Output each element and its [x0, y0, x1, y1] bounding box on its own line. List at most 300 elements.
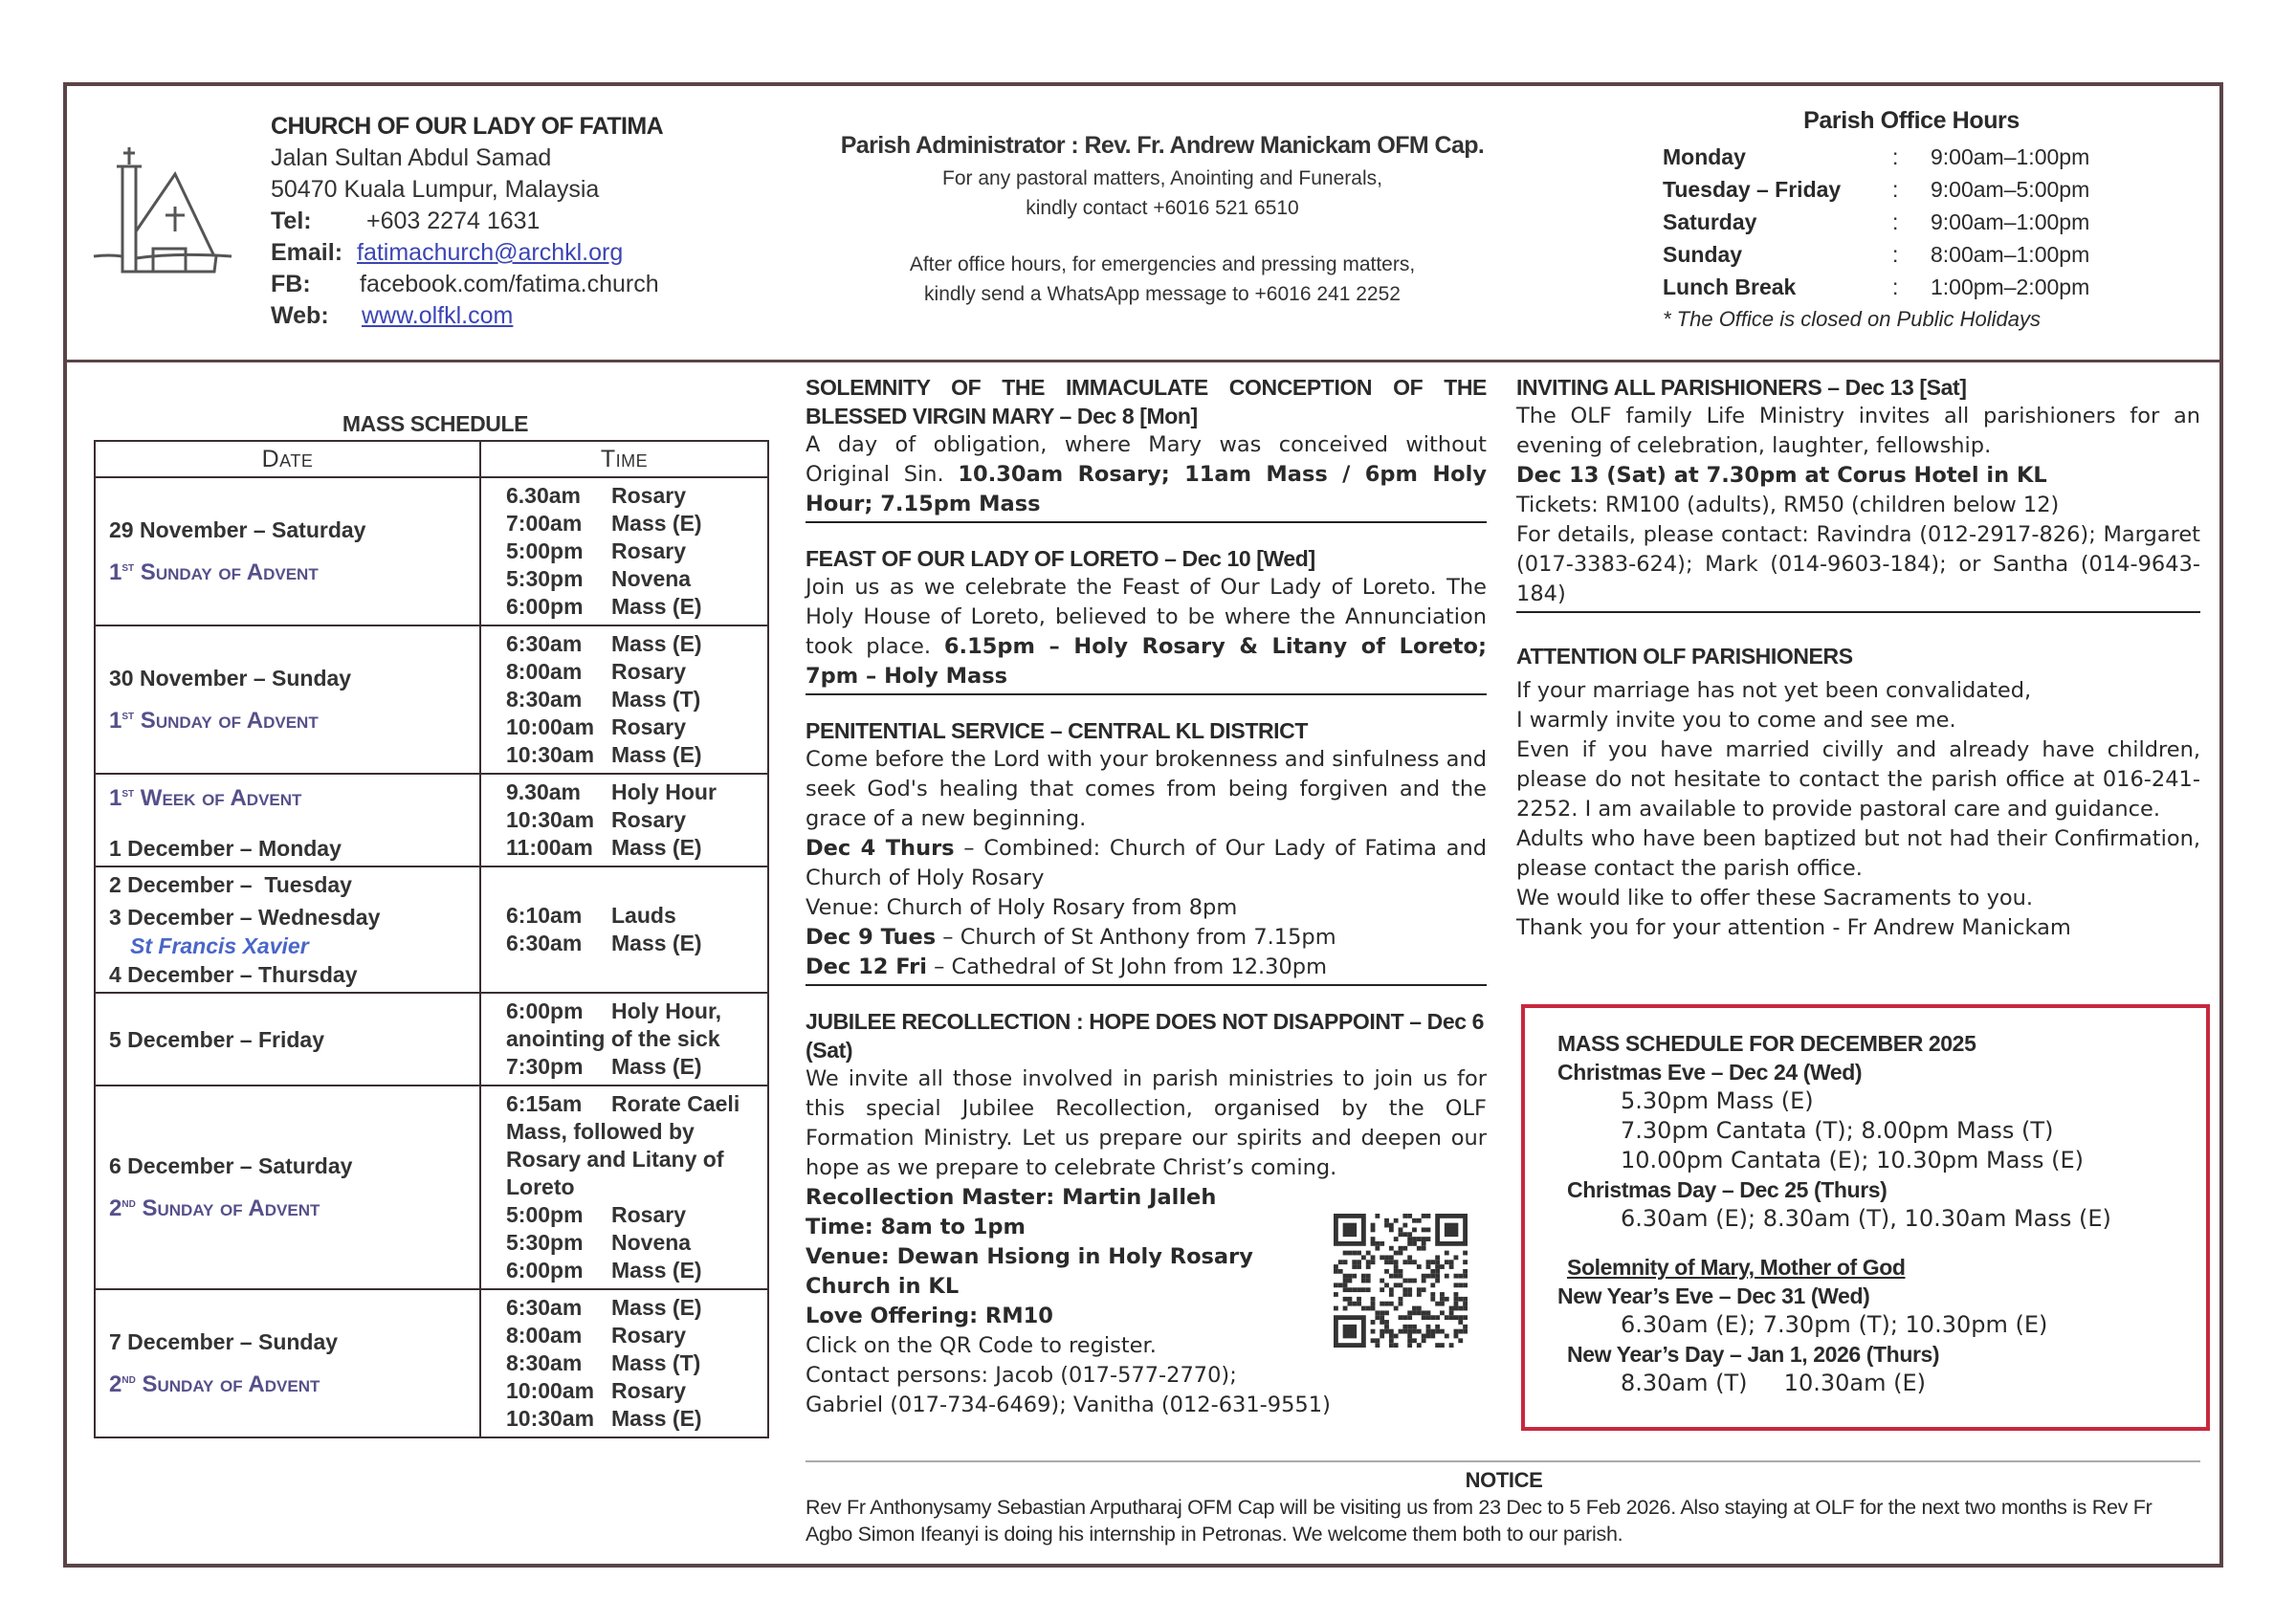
- qr-module: [1426, 1237, 1431, 1241]
- qr-module: [1407, 1237, 1412, 1241]
- service-time: 8:30am: [506, 687, 583, 712]
- office-hours-value: 9:00am–1:00pm: [1931, 209, 2090, 234]
- qr-module: [1357, 1260, 1361, 1264]
- qr-finder: [1343, 1325, 1357, 1338]
- qr-module: [1430, 1269, 1435, 1274]
- schedule-time-cell: [480, 866, 768, 993]
- attention-line: We would like to offer these Sacraments to you.: [1516, 886, 2034, 910]
- qr-module: [1463, 1306, 1468, 1311]
- section-heading: SOLEMNITY OF THE IMMACULATE CONCEPTION OF THE BLESSED VIRGIN MARY – Dec 8 [Mon]: [806, 375, 1487, 428]
- office-hours-block: [1663, 107, 2160, 336]
- office-day: Sunday: [1663, 242, 1743, 267]
- email-link[interactable]: fatimachurch@archkl.org: [357, 239, 624, 266]
- service-name: Rosary and Litany of: [506, 1147, 724, 1172]
- office-hours-value: 8:00am–1:00pm: [1931, 242, 2090, 267]
- service-name: Mass, followed by: [506, 1119, 695, 1144]
- schedule-date: 6 December – Saturday: [109, 1153, 353, 1178]
- qr-module: [1384, 1218, 1389, 1223]
- qr-module: [1458, 1320, 1463, 1325]
- qr-module: [1384, 1302, 1389, 1306]
- feast-text: Week of Advent: [134, 785, 302, 811]
- attention-paragraph: Even if you have married civilly and already have children, please do not hesitate to contact the parish office at 016-241-2252. I am available to provide pastoral care and guidance.: [1516, 737, 2200, 822]
- qr-module: [1347, 1287, 1352, 1292]
- qr-module: [1371, 1255, 1376, 1260]
- service-time: 6:10am: [506, 903, 583, 928]
- qr-module: [1389, 1287, 1394, 1292]
- qr-module: [1384, 1310, 1389, 1315]
- service-name: Mass (E): [611, 742, 702, 767]
- service-time: 8:30am: [506, 1350, 583, 1375]
- schedule-row: [95, 866, 768, 993]
- qr-module: [1371, 1338, 1376, 1343]
- qr-module: [1402, 1315, 1407, 1320]
- qr-module: [1412, 1306, 1417, 1311]
- qr-module: [1399, 1302, 1403, 1306]
- qr-module: [1454, 1329, 1459, 1334]
- qr-module: [1380, 1329, 1384, 1334]
- qr-module: [1426, 1274, 1431, 1279]
- qr-module: [1463, 1260, 1468, 1264]
- qr-module: [1407, 1315, 1412, 1320]
- schedule-time-entry: [506, 1090, 766, 1118]
- qr-module: [1371, 1227, 1376, 1232]
- body-bold-text: 10.30am Rosary; 11am Mass / 6pm Holy Hour; 7.15pm Mass: [806, 462, 1488, 516]
- qr-module: [1417, 1310, 1422, 1315]
- attention-section: [1516, 642, 2200, 943]
- qr-module: [1430, 1274, 1435, 1279]
- service-time: 6:30am: [506, 931, 583, 955]
- notice-heading: NOTICE: [1465, 1468, 1543, 1492]
- schedule-time-entry: [506, 1201, 766, 1229]
- service-time: 11:00am: [506, 835, 593, 860]
- tel-label: Tel:: [271, 208, 312, 234]
- schedule-date-cell: [95, 774, 480, 866]
- service-time: 6:30am: [506, 1295, 583, 1320]
- schedule-time-entry: [506, 482, 766, 510]
- service-name: Rosary: [611, 1323, 686, 1348]
- qr-module: [1399, 1251, 1403, 1256]
- schedule-time-entry: [506, 510, 766, 537]
- penitential-item: [806, 953, 1487, 982]
- qr-module: [1412, 1329, 1417, 1334]
- qr-module: [1430, 1315, 1435, 1320]
- qr-module: [1338, 1269, 1343, 1274]
- qr-module: [1454, 1255, 1459, 1260]
- administrator-line-1: For any pastoral matters, Anointing and Funerals,: [942, 167, 1382, 189]
- qr-module: [1394, 1283, 1399, 1287]
- liturgical-feast: [109, 550, 478, 589]
- qr-module: [1422, 1334, 1426, 1339]
- schedule-time-entry: [506, 630, 766, 658]
- feast-ordinal-suffix: nd: [121, 1195, 136, 1210]
- tel-value: +603 2274 1631: [366, 208, 541, 234]
- qr-module: [1402, 1292, 1407, 1297]
- contacts-text: For details, please contact: Ravindra (012-2917-826); Margaret (017-3383-624); Mark (014-9603-184); or Santha (014-9643-184): [1516, 522, 2200, 606]
- qr-module: [1454, 1292, 1459, 1297]
- qr-module: [1422, 1246, 1426, 1251]
- service-time: 6.30am: [506, 483, 582, 508]
- schedule-time-cell: [480, 1086, 768, 1289]
- schedule-date-cell: [95, 477, 480, 625]
- column-header-time: Time: [480, 441, 768, 477]
- qr-module: [1384, 1320, 1389, 1325]
- qr-module: [1426, 1325, 1431, 1329]
- service-name: Rosary: [611, 714, 686, 739]
- middle-column: [806, 373, 1487, 1441]
- qr-module: [1380, 1310, 1384, 1315]
- feast-ordinal: 2: [109, 1371, 122, 1397]
- schedule-time-entry: [506, 741, 766, 769]
- qr-module: [1361, 1306, 1366, 1311]
- feast-ordinal-suffix: nd: [121, 1371, 136, 1386]
- body-bold-text: 6.15pm – Holy Rosary & Litany of Loreto; 7pm – Holy Mass: [806, 634, 1488, 689]
- schedule-row: [95, 993, 768, 1086]
- qr-module: [1422, 1274, 1426, 1279]
- qr-module: [1402, 1223, 1407, 1228]
- qr-module: [1343, 1283, 1348, 1287]
- office-day: Tuesday – Friday: [1663, 177, 1842, 202]
- christmas-eve-heading: Christmas Eve – Dec 24 (Wed): [1557, 1060, 1863, 1085]
- qr-module: [1394, 1334, 1399, 1339]
- qr-module: [1352, 1302, 1357, 1306]
- qr-module: [1454, 1306, 1459, 1311]
- qr-module: [1366, 1279, 1371, 1283]
- service-time: 5:00pm: [506, 538, 584, 563]
- schedule-time-entry: [506, 658, 766, 686]
- loreto-section: [806, 544, 1487, 695]
- service-name: Novena: [611, 566, 692, 591]
- christmas-day-times: 6.30am (E); 8.30am (T), 10.30am Mass (E): [1621, 1205, 2111, 1232]
- qr-module: [1445, 1297, 1449, 1302]
- office-sep: :: [1892, 242, 1899, 267]
- item-bold: Dec 9 Tues: [806, 925, 937, 950]
- schedule-row: [95, 1289, 768, 1437]
- qr-module: [1399, 1227, 1403, 1232]
- schedule-time-entry: [506, 1294, 766, 1322]
- office-day: Monday: [1663, 144, 1746, 169]
- schedule-time-entry: [506, 834, 766, 862]
- schedule-date: 5 December – Friday: [109, 1026, 325, 1052]
- schedule-date-cell: [95, 1289, 480, 1437]
- qr-module: [1407, 1260, 1412, 1264]
- qr-module: [1402, 1214, 1407, 1218]
- qr-module: [1399, 1274, 1403, 1279]
- qr-module: [1426, 1227, 1431, 1232]
- web-link[interactable]: www.olfkl.com: [362, 302, 514, 329]
- service-name: Mass (E): [611, 511, 702, 536]
- qr-module: [1449, 1260, 1454, 1264]
- service-name: Holy Hour: [611, 779, 717, 804]
- qr-module: [1458, 1338, 1463, 1343]
- qr-module: [1371, 1260, 1376, 1264]
- schedule-date-cell: [95, 993, 480, 1086]
- liturgical-feast: [109, 698, 478, 737]
- qr-module: [1435, 1279, 1440, 1283]
- qr-module: [1407, 1334, 1412, 1339]
- christmas-eve-time: 10.00pm Cantata (E); 10.30pm Mass (E): [1621, 1147, 2084, 1173]
- body-text: The OLF family Life Ministry invites all parishioners for an evening of celebration, laughter, fellowship.: [1516, 404, 2200, 458]
- schedule-time-entry: [506, 1053, 766, 1081]
- qr-module: [1435, 1260, 1440, 1264]
- service-time: 8:00am: [506, 1323, 583, 1348]
- qr-module: [1412, 1241, 1417, 1246]
- schedule-date-cell: [95, 1086, 480, 1289]
- office-hours-row: [1663, 173, 2160, 206]
- qr-module: [1394, 1237, 1399, 1241]
- qr-module: [1440, 1264, 1445, 1269]
- office-hours-value: 9:00am–1:00pm: [1931, 144, 2090, 169]
- qr-code-icon[interactable]: [1334, 1214, 1468, 1348]
- qr-module: [1343, 1287, 1348, 1292]
- feast-ordinal-suffix: st: [121, 707, 135, 722]
- jubilee-section: [806, 1007, 1487, 1420]
- section-body: [806, 573, 1487, 695]
- qr-module: [1449, 1310, 1454, 1315]
- qr-module: [1394, 1218, 1399, 1223]
- qr-module: [1454, 1334, 1459, 1339]
- qr-module: [1389, 1338, 1394, 1343]
- feast-text: Sunday of Advent: [135, 1371, 320, 1397]
- qr-module: [1347, 1279, 1352, 1283]
- qr-module: [1445, 1274, 1449, 1279]
- schedule-time-entry: [506, 1118, 766, 1146]
- qr-module: [1430, 1297, 1435, 1302]
- qr-module: [1422, 1310, 1426, 1315]
- qr-module: [1426, 1334, 1431, 1339]
- qr-module: [1380, 1241, 1384, 1246]
- qr-module: [1440, 1310, 1445, 1315]
- qr-module: [1458, 1283, 1463, 1287]
- offering-text: Love Offering: RM10: [806, 1304, 1053, 1328]
- qr-module: [1366, 1274, 1371, 1279]
- qr-module: [1380, 1255, 1384, 1260]
- schedule-row: [95, 774, 768, 866]
- office-hours-row: [1663, 271, 2160, 303]
- header-divider: [63, 360, 2223, 362]
- qr-module: [1458, 1274, 1463, 1279]
- qr-module: [1463, 1329, 1468, 1334]
- qr-module: [1435, 1264, 1440, 1269]
- service-time: 7:30pm: [506, 1054, 584, 1079]
- qr-module: [1412, 1237, 1417, 1241]
- qr-module: [1454, 1297, 1459, 1302]
- qr-finder: [1343, 1223, 1357, 1237]
- schedule-time-cell: [480, 625, 768, 774]
- qr-module: [1371, 1237, 1376, 1241]
- service-name: Rosary: [611, 538, 686, 563]
- feast-text: Sunday of Advent: [134, 708, 319, 734]
- service-name: Loreto: [506, 1174, 575, 1199]
- qr-module: [1407, 1338, 1412, 1343]
- qr-module: [1426, 1329, 1431, 1334]
- qr-module: [1463, 1302, 1468, 1306]
- notice-body: Rev Fr Anthonysamy Sebastian Arputharaj OFM Cap will be visiting us from 23 Dec to 5 Feb 2026. Also staying at OLF for the next two months is Rev Fr Agbo Simon Ifeanyi is doing his internship in Petronas. We welcome them both to our parish.: [806, 1496, 2152, 1546]
- qr-module: [1399, 1269, 1403, 1274]
- schedule-date-cell: [95, 625, 480, 774]
- qr-module: [1361, 1287, 1366, 1292]
- section-heading: JUBILEE RECOLLECTION : HOPE DOES NOT DISAPPOINT – Dec 6 (Sat): [806, 1009, 1485, 1063]
- section-body: [1516, 402, 2200, 613]
- feast-ordinal: 1: [109, 785, 122, 811]
- qr-module: [1384, 1325, 1389, 1329]
- qr-module: [1375, 1315, 1380, 1320]
- service-time: 10:00am: [506, 1378, 595, 1403]
- schedule-time-cell: [480, 477, 768, 625]
- qr-module: [1407, 1329, 1412, 1334]
- qr-module: [1458, 1297, 1463, 1302]
- administrator-line-4: kindly send a WhatsApp message to +6016 241 2252: [924, 283, 1401, 305]
- section-body: [1516, 676, 2200, 943]
- qr-module: [1343, 1274, 1348, 1279]
- qr-module: [1407, 1279, 1412, 1283]
- qr-module: [1440, 1343, 1445, 1348]
- service-name: Rorate Caeli: [611, 1091, 740, 1116]
- qr-module: [1394, 1343, 1399, 1348]
- contact-persons-1: Contact persons: Jacob (017-577-2770);: [806, 1363, 1237, 1388]
- time-text: Time: 8am to 1pm: [806, 1215, 1026, 1239]
- service-time: 5:30pm: [506, 1230, 584, 1255]
- qr-module: [1389, 1292, 1394, 1297]
- qr-module: [1445, 1315, 1449, 1320]
- section-heading: FEAST OF OUR LADY OF LORETO – Dec 10 [Wed]: [806, 546, 1315, 571]
- penitential-item: [806, 893, 1487, 923]
- immaculate-conception-section: [806, 373, 1487, 523]
- qr-module: [1445, 1251, 1449, 1256]
- qr-module: [1407, 1255, 1412, 1260]
- qr-module: [1422, 1315, 1426, 1320]
- fb-label: FB:: [271, 271, 311, 297]
- qr-module: [1412, 1279, 1417, 1283]
- qr-module: [1338, 1260, 1343, 1264]
- qr-module: [1380, 1279, 1384, 1283]
- service-name: Rosary: [611, 807, 686, 832]
- qr-module: [1361, 1274, 1366, 1279]
- schedule-time-entry: [506, 713, 766, 741]
- office-hours-note: * The Office is closed on Public Holidays: [1663, 307, 2041, 331]
- qr-module: [1407, 1214, 1412, 1218]
- penitential-item: [806, 923, 1487, 953]
- new-years-eve-heading: New Year’s Eve – Dec 31 (Wed): [1557, 1283, 1870, 1308]
- qr-module: [1417, 1343, 1422, 1348]
- qr-module: [1347, 1274, 1352, 1279]
- qr-module: [1384, 1329, 1389, 1334]
- penitential-item: [806, 834, 1487, 893]
- service-time: 6:15am: [506, 1091, 583, 1116]
- qr-module: [1375, 1246, 1380, 1251]
- service-time: 6:00pm: [506, 998, 584, 1023]
- schedule-time-entry: [506, 686, 766, 713]
- qr-module: [1440, 1292, 1445, 1297]
- feast-ordinal: 1: [109, 559, 122, 585]
- contact-persons-2: Gabriel (017-734-6469); Vanitha (012-631-9551): [806, 1393, 1331, 1417]
- service-time: 5:30pm: [506, 566, 584, 591]
- service-name: Novena: [611, 1230, 692, 1255]
- qr-module: [1449, 1343, 1454, 1348]
- feast-text: Sunday of Advent: [135, 1195, 320, 1221]
- schedule-row: [95, 625, 768, 774]
- qr-module: [1380, 1287, 1384, 1292]
- recollection-venue: [806, 1242, 1303, 1302]
- solemnity-heading: Solemnity of Mary, Mother of God: [1567, 1255, 1906, 1280]
- attention-line: I warmly invite you to come and see me.: [1516, 708, 1956, 733]
- administrator-block: [794, 132, 1531, 309]
- qr-module: [1366, 1306, 1371, 1311]
- service-name: Mass (E): [611, 931, 702, 955]
- inviting-section: [1516, 373, 2200, 613]
- schedule-time-entry: [506, 902, 766, 930]
- qr-module: [1449, 1264, 1454, 1269]
- schedule-time-entry: [506, 806, 766, 834]
- qr-module: [1402, 1246, 1407, 1251]
- qr-module: [1435, 1274, 1440, 1279]
- qr-module: [1366, 1251, 1371, 1256]
- qr-module: [1375, 1338, 1380, 1343]
- qr-module: [1347, 1302, 1352, 1306]
- qr-module: [1463, 1274, 1468, 1279]
- qr-module: [1389, 1260, 1394, 1264]
- qr-module: [1343, 1297, 1348, 1302]
- office-sep: :: [1892, 274, 1899, 299]
- service-time: 9.30am: [506, 779, 582, 804]
- qr-module: [1371, 1306, 1376, 1311]
- qr-module: [1399, 1329, 1403, 1334]
- body-text: Come before the Lord with your brokenness and sinfulness and seek God's healing that comes from being forgiven and the grace of a new beginning.: [806, 747, 1487, 831]
- web-label: Web:: [271, 302, 329, 329]
- church-contact-block: [271, 111, 663, 332]
- schedule-time-entry: [506, 779, 766, 806]
- item-bold: Dec 4 Thurs: [806, 836, 955, 861]
- qr-module: [1430, 1260, 1435, 1264]
- qr-module: [1343, 1251, 1348, 1256]
- qr-module: [1371, 1320, 1376, 1325]
- administrator-line-2: kindly contact +6016 521 6510: [1026, 197, 1299, 219]
- feast-ordinal: 2: [109, 1195, 122, 1221]
- qr-module: [1347, 1251, 1352, 1256]
- schedule-time-entry: [506, 537, 766, 565]
- schedule-time-entry: [506, 1349, 766, 1377]
- schedule-time-entry: [506, 1322, 766, 1349]
- december-mass-schedule-box: [1521, 1004, 2210, 1431]
- office-day: Saturday: [1663, 209, 1757, 234]
- qr-module: [1343, 1306, 1348, 1311]
- service-time: 6:00pm: [506, 594, 584, 619]
- service-time: 6:30am: [506, 631, 583, 656]
- qr-module: [1389, 1334, 1394, 1339]
- schedule-time-entry: [506, 1025, 766, 1053]
- qr-module: [1458, 1315, 1463, 1320]
- qr-module: [1389, 1227, 1394, 1232]
- service-time: 8:00am: [506, 659, 583, 684]
- service-time: 5:00pm: [506, 1202, 584, 1227]
- schedule-time-entry: [506, 565, 766, 593]
- qr-module: [1375, 1241, 1380, 1246]
- qr-module: [1402, 1232, 1407, 1237]
- qr-module: [1430, 1334, 1435, 1339]
- qr-module: [1334, 1306, 1338, 1311]
- qr-module: [1407, 1343, 1412, 1348]
- qr-module: [1417, 1287, 1422, 1292]
- qr-module: [1389, 1274, 1394, 1279]
- qr-module: [1357, 1297, 1361, 1302]
- qr-module: [1435, 1329, 1440, 1334]
- office-sep: :: [1892, 177, 1899, 202]
- attention-line: If your marriage has not yet been convalidated,: [1516, 678, 2032, 703]
- qr-module: [1430, 1283, 1435, 1287]
- body-text: A day of obligation, where Mary was conceived without Original Sin.: [806, 432, 1487, 487]
- qr-module: [1458, 1329, 1463, 1334]
- notice-block: [806, 1467, 2202, 1547]
- item-text: Venue: Church of Holy Rosary from 8pm: [806, 895, 1238, 920]
